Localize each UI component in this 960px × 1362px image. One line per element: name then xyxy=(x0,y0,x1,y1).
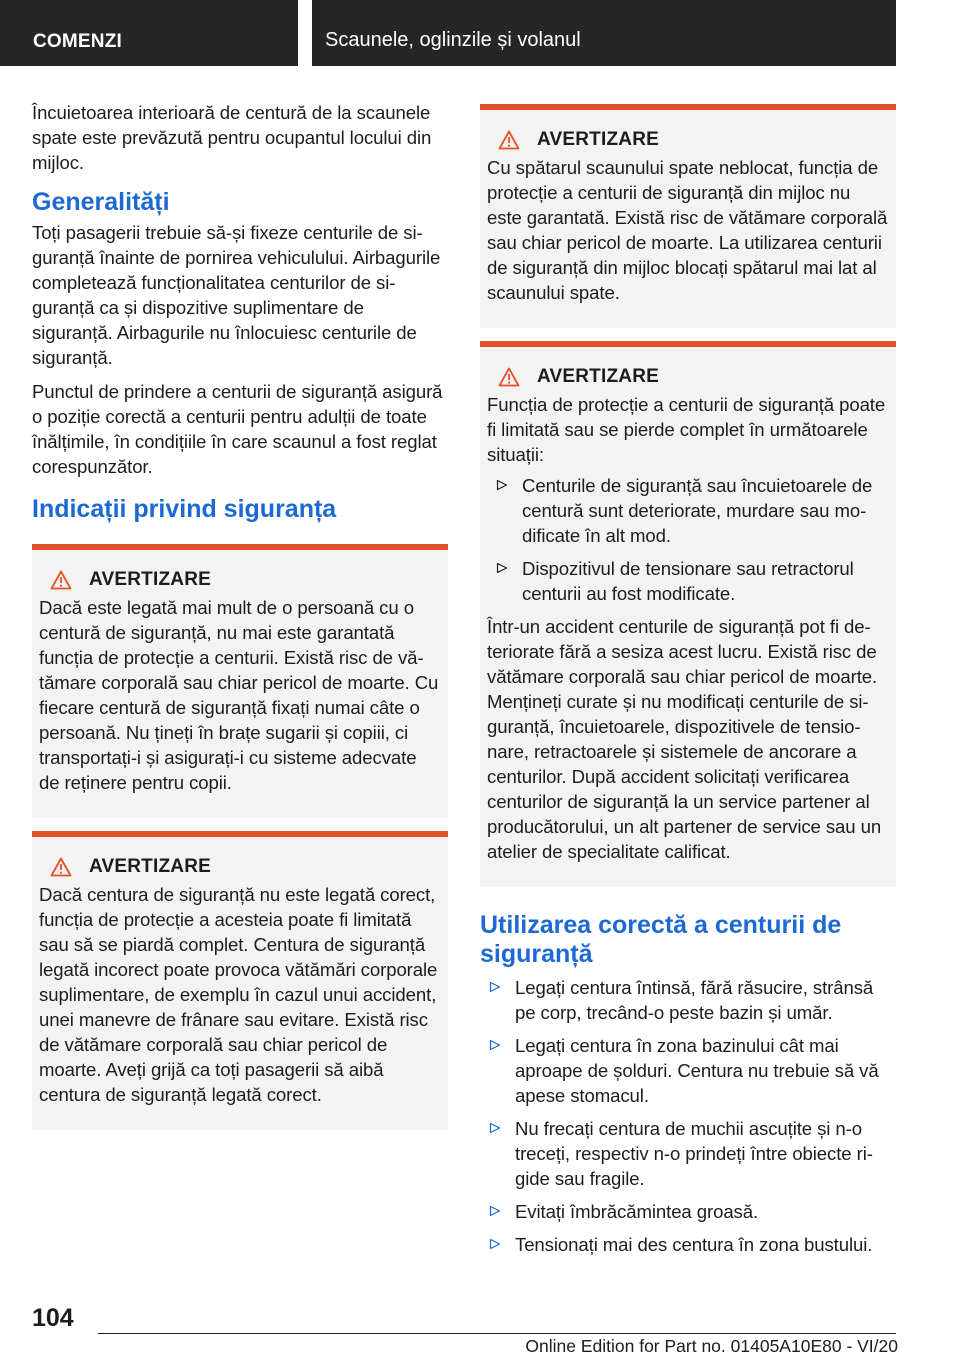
intro-paragraph: Încuietoarea interioară de centură de la scaunele spate este prevăzută pentru ocupantul locului din mijloc. xyxy=(32,102,432,173)
footer-divider xyxy=(98,1333,896,1334)
warning-label: AVERTIZARE xyxy=(537,366,659,387)
warning-label: AVERTIZARE xyxy=(537,129,659,150)
list-item-text: Legați centura în zona bazinului cât mai aproape de șolduri. Centura nu trebuie să vă apese stomacul. xyxy=(515,1035,879,1106)
warning-intro: Funcția de protecție a centurii de siguranță poate fi limitată sau se pierde complet în următoarele situații: xyxy=(487,394,886,465)
general-paragraph-1: Toți pasagerii trebuie să-și fixeze centurile de siguranță înainte de pornirea vehiculului. Airbagurile completează funcționalitatea centurilor de siguranță ca și dispozitive suplimentare de siguranță. Airbagurile nu înlocuiesc centurile de siguranță. xyxy=(32,222,441,368)
list-item xyxy=(480,1116,896,1191)
warning-triangle-icon xyxy=(498,130,520,150)
warning-list xyxy=(487,473,889,606)
list-item-text: Centurile de siguranță sau încuietoarele de centură sunt deteriorate, murdare sau modificate în alt mod. xyxy=(522,475,873,546)
warning-label: AVERTIZARE xyxy=(89,569,211,590)
warning-triangle-icon xyxy=(50,857,72,877)
warning-triangle-icon xyxy=(498,367,520,387)
triangle-bullet-icon xyxy=(489,1039,501,1051)
warning-text: Dacă este legată mai mult de o persoană cu o centură de siguranță, nu mai este garantată funcția de protecție a centurii. Există risc de vătămare corporală sau chiar pericol de moarte. Cu fiecare centură de siguranță fixați numai câte o persoană. Nu țineți în brațe sugarii și copiii, ci transportați-i și asigurați-i cu sisteme adecvate de reținere pentru copii. xyxy=(39,597,439,793)
heading-safety: Indicații privind siguranța xyxy=(32,495,337,523)
warning-triangle-icon xyxy=(50,570,72,590)
list-item-text: Nu frecați centura de muchii ascuțite și n-o treceți, respectiv n-o prindeți între obiecte rigide sau fragile. xyxy=(515,1118,873,1189)
warning-outro: Într-un accident centurile de siguranță pot fi deteriorate fără a sesiza acest lucru. Există risc de vătămare corporală sau chiar pericol de moarte. Mențineți curate și nu modificați centurile de siguranță, încuietoarele, dispozitivele de tensionare, retractoarele și sistemele de ancorare a centurilor. După accident solicitați verificarea centurilor de siguranță la un service partener al producătorului, un alt partener de service sau un atelier de specialitate calificat. xyxy=(487,616,882,862)
edition-note: Online Edition for Part no. 01405A10E80 - VI/20 xyxy=(525,1336,898,1356)
list-item xyxy=(480,975,896,1025)
list-item-text: Dispozitivul de tensionare sau retractorul centurii au fost modificate. xyxy=(522,558,854,604)
page-header xyxy=(0,0,960,66)
triangle-bullet-icon xyxy=(489,981,501,993)
usage-list xyxy=(480,975,896,1257)
list-item xyxy=(480,1232,896,1257)
list-item xyxy=(480,1199,896,1224)
warning-label: AVERTIZARE xyxy=(89,856,211,877)
list-item xyxy=(480,1033,896,1108)
list-item-text: Evitați îmbrăcămintea groasă. xyxy=(515,1201,759,1222)
chapter-title: Scaunele, oglinzile și volanul xyxy=(312,0,896,66)
list-item-text: Legați centura întinsă, fără răsucire, strânsă pe corp, trecând-o peste bazin și umăr. xyxy=(515,977,874,1023)
warning-box-multiple-persons xyxy=(32,544,448,818)
warning-box-backrest xyxy=(480,104,896,328)
triangle-bullet-icon xyxy=(489,1122,501,1134)
warning-text: Dacă centura de siguranță nu este legată corect, funcția de protecție a acesteia poate fi limitată sau să se piardă complet. Centura de siguranță legată incorect poate provoca vătămări corporale suplimentare, de exemplu în cazul unui accident, unei manevre de frânare sau evitare. Există risc de vătămare corporală sau chiar pericol de moarte. Aveți grijă ca toți pasagerii să aibă centura de siguranță legată corect. xyxy=(39,884,438,1105)
left-column xyxy=(32,100,448,1143)
triangle-bullet-icon xyxy=(489,1205,501,1217)
warning-text: Cu spătarul scaunului spate neblocat, funcția de protecție a centurii de siguranță din mijloc nu este garantată. Există risc de vătămare corporală sau chiar pericol de moarte. La utilizarea centurii de siguranță din mijloc blocați spătarul mai lat al scaunului spate. xyxy=(487,157,888,303)
triangle-bullet-icon xyxy=(496,562,508,574)
list-item xyxy=(487,473,889,548)
page-number: 104 xyxy=(32,1304,74,1332)
triangle-bullet-icon xyxy=(489,1238,501,1250)
list-item-text: Tensionați mai des centura în zona bustului. xyxy=(515,1234,873,1255)
warning-box-protection-limited xyxy=(480,341,896,887)
warning-box-incorrect-fastening xyxy=(32,831,448,1130)
heading-general: Generalități xyxy=(32,188,170,216)
section-tab: COMENZI xyxy=(0,0,298,66)
right-column xyxy=(480,104,896,1265)
triangle-bullet-icon xyxy=(496,479,508,491)
general-paragraph-2: Punctul de prindere a centurii de siguranță asigură o poziție corectă a centurii pentru adulții de toate înălțimile, în condițiile în care scaunul a fost reglat corespunzător. xyxy=(32,381,443,477)
heading-correct-usage: Utilizarea corectă a centurii de siguranță xyxy=(480,911,842,968)
list-item xyxy=(487,556,889,606)
